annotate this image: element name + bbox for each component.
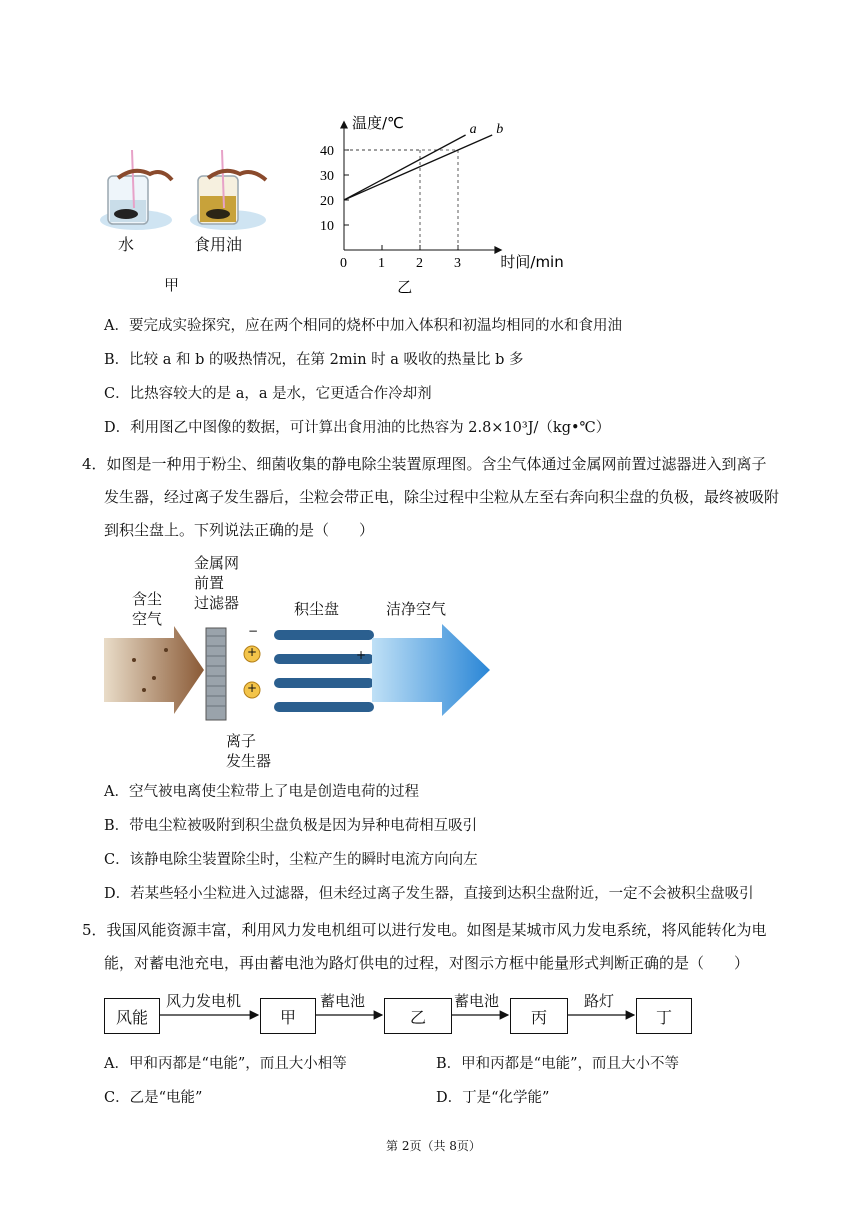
plate-minus-1: − (248, 624, 259, 638)
energy-flow-diagram (104, 990, 694, 1040)
q4-option-c: C．该静电除尘装置除尘时，尘粒产生的瞬时电流方向向左 (104, 852, 478, 868)
q5-option-c: C．乙是“电能” (104, 1090, 203, 1106)
figure-jia (98, 150, 288, 300)
page-footer: 第 2页（共 8页） (386, 1139, 481, 1153)
precipitator-figure (104, 550, 504, 772)
q4-option-d: D．若某些轻小尘粒进入过滤器，但未经过离子发生器，直接到达积尘盘附近，一定不会被积尘盘吸引 (104, 886, 754, 902)
temperature-chart (310, 110, 580, 300)
precipitator-diagram (104, 550, 504, 772)
q4-stem-line1: 4．如图是一种用于粉尘、细菌收集的静电除尘装置原理图。含尘气体通过金属网前置过滤器进入到离子 (82, 455, 767, 473)
q5-stem-line1: 5．我国风能资源丰富，利用风力发电机组可以进行发电。如图是某城市风力发电系统，将风能转化为电 (82, 921, 767, 939)
flow-arrow-label-battery-2: 蓄电池 (454, 992, 500, 1010)
plate-plus-1: + (356, 648, 367, 662)
q4-option-b: B．带电尘粒被吸附到积尘盘负极是因为异种电荷相互吸引 (104, 818, 478, 834)
q5-option-a: A．甲和丙都是“电能”，而且大小相等 (104, 1056, 347, 1072)
label-filter-3: 过滤器 (194, 594, 240, 612)
y-tick-label: 30 (320, 169, 334, 184)
y-tick-label: 10 (320, 219, 334, 234)
label-water: 水 (118, 235, 135, 254)
label-filter-1: 金属网 (194, 554, 240, 572)
flow-arrow-label-lamp: 路灯 (584, 992, 615, 1010)
y-axis-label: 温度/℃ (352, 114, 404, 132)
x-axis-label: 时间/min (500, 253, 564, 271)
beaker-illustration (98, 150, 288, 245)
caption-jia: 甲 (164, 276, 180, 294)
label-dust-air-1: 含尘 (132, 590, 163, 608)
label-oil: 食用油 (194, 235, 243, 254)
q5-option-d: D．丁是“化学能” (436, 1090, 550, 1106)
q4-option-a: A．空气被电离使尘粒带上了电是创造电荷的过程 (104, 784, 419, 800)
flow-arrow-label-battery-1: 蓄电池 (320, 992, 366, 1010)
q4-stem-line3: 到积尘盘上。下列说法正确的是（ ） (104, 521, 375, 539)
x-tick-label: 1 (378, 256, 385, 271)
label-clean-air: 洁净空气 (386, 600, 447, 618)
flow-box-jia: 甲 (260, 998, 316, 1034)
flow-box-yi: 乙 (384, 998, 452, 1034)
label-filter-2: 前置 (194, 574, 225, 592)
series-label-b: b (496, 122, 504, 137)
q5-option-b: B．甲和丙都是“电能”，而且大小不等 (436, 1056, 679, 1072)
q3-option-a: A．要完成实验探究，应在两个相同的烧杯中加入体积和初温均相同的水和食用油 (104, 318, 622, 334)
flow-box-wind: 风能 (104, 998, 160, 1034)
q3-option-c: C．比热容较大的是 a，a 是水，它更适合作冷却剂 (104, 386, 432, 402)
figure-yi (310, 110, 580, 300)
flow-box-ding: 丁 (636, 998, 692, 1034)
y-tick-label: 40 (320, 144, 334, 159)
series-label-a: a (469, 122, 477, 137)
caption-yi: 乙 (397, 278, 413, 296)
q3-option-b: B．比较 a 和 b 的吸热情况，在第 2min 时 a 吸收的热量比 b 多 (104, 352, 524, 368)
series-line-b (344, 135, 492, 200)
ion-plus-bottom: + (247, 681, 258, 695)
q3-option-d: D．利用图乙中图像的数据，可计算出食用油的比热容为 2.8×10³J/（kg•℃） (104, 420, 611, 436)
y-axis-arrowhead (340, 121, 348, 129)
y-tick-label: 20 (320, 194, 334, 209)
x-tick-label: 0 (340, 256, 347, 271)
flow-box-bing: 丙 (510, 998, 568, 1034)
q5-stem-line2: 能，对蓄电池充电，再由蓄电池为路灯供电的过程，对图示方框中能量形式判断正确的是（ ） (104, 954, 750, 972)
flow-arrow-label-generator: 风力发电机 (166, 992, 242, 1010)
label-ion-2: 发生器 (226, 752, 272, 770)
series-line-a (344, 135, 466, 200)
x-tick-label: 2 (416, 256, 423, 271)
label-dust-air-2: 空气 (132, 610, 163, 628)
label-plate: 积尘盘 (294, 600, 340, 618)
ion-plus-top: + (247, 645, 258, 659)
label-ion-1: 离子 (226, 732, 257, 750)
q4-stem-line2: 发生器，经过离子发生器后，尘粒会带正电，除尘过程中尘粒从左至右奔向积尘盘的负极，最终被吸附 (104, 488, 780, 506)
x-tick-label: 3 (454, 256, 461, 271)
